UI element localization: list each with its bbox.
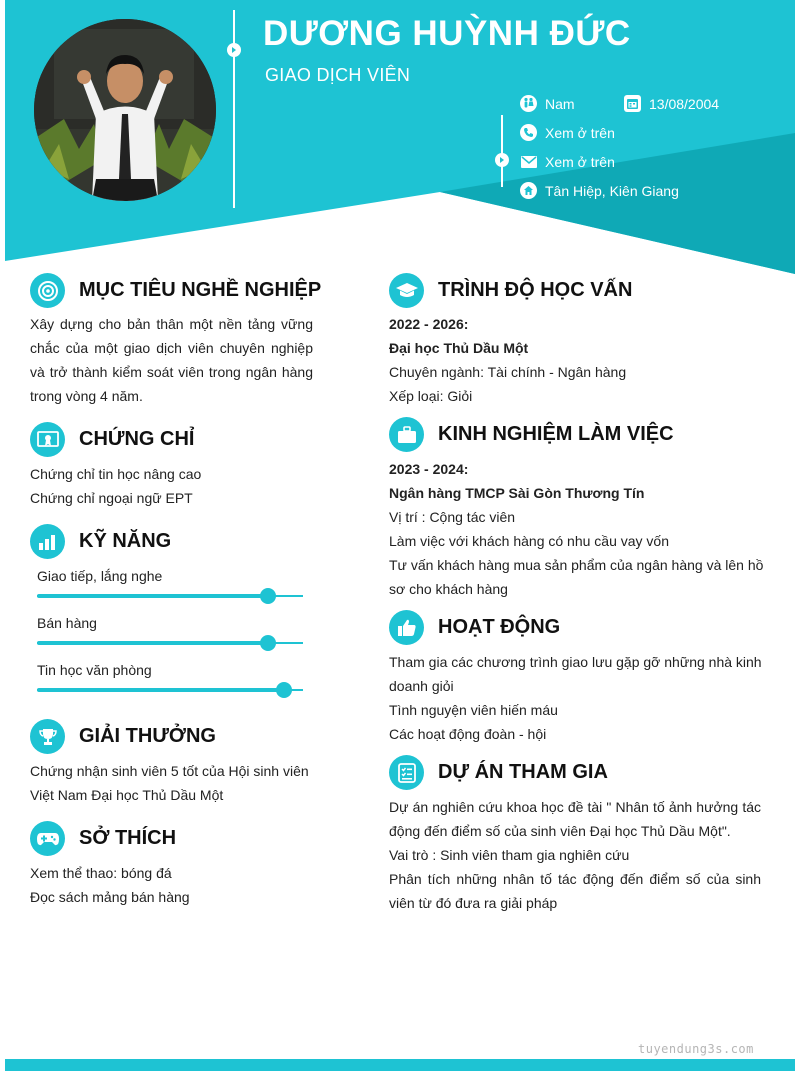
header-divider-marker <box>227 43 241 57</box>
info-address <box>520 182 679 199</box>
activity-item: Các hoạt động đoàn - hội <box>389 726 547 742</box>
experience-duty: sơ cho khách hàng <box>389 581 508 597</box>
activities-details <box>389 650 761 746</box>
candidate-job-title: GIAO DỊCH VIÊN <box>265 65 411 85</box>
certificates-list <box>30 462 313 510</box>
skill-bar-fill <box>37 594 268 598</box>
section-hobbies-header <box>30 821 176 856</box>
experience-position: Vị trí : Cộng tác viên <box>389 509 516 525</box>
hobbies-list <box>30 861 313 909</box>
objective-text: Xây dựng cho bản thân một nền tảng vững chắc của một giao dịch viên chuyên nghiệp và trở thành kiểm soát viên trong ngân hàng trong vòng 4 năm. <box>30 316 313 404</box>
footer-bar <box>5 1059 795 1071</box>
address-value: Tân Hiệp, Kiên Giang <box>545 182 679 199</box>
skill-bar-fill <box>37 641 268 645</box>
skill-bar-knob <box>260 588 276 604</box>
skill-bar <box>37 689 303 691</box>
education-school: Đại học Thủ Dầu Một <box>389 340 529 356</box>
activity-item: Tham gia các chương trình giao lưu gặp gỡ những nhà kinh <box>389 654 762 670</box>
activity-item: doanh giỏi <box>389 678 454 694</box>
birthday-value: 13/08/2004 <box>649 95 720 112</box>
section-objective-title: MỤC TIÊU NGHỀ NGHIỆP <box>79 279 322 301</box>
skill-bar <box>37 595 303 597</box>
education-major: Chuyên ngành: Tài chính - Ngân hàng <box>389 364 627 380</box>
gamepad-icon <box>30 821 65 856</box>
award-line: Chứng nhận sinh viên 5 tốt của Hội sinh viên <box>30 763 309 779</box>
skill-label: Giao tiếp, lắng nghe <box>37 568 163 584</box>
info-birthday <box>624 95 719 112</box>
experience-duty: Tư vấn khách hàng mua sản phẩm của ngân hàng và lên hồ <box>389 557 764 573</box>
skill-bar-knob <box>276 682 292 698</box>
info-email <box>520 153 615 170</box>
section-objective-header <box>30 273 321 308</box>
info-phone <box>520 124 615 141</box>
avatar-photo <box>34 19 216 201</box>
gender-value: Nam <box>545 95 575 112</box>
project-role: Vai trò : Sinh viên tham gia nghiên cứu <box>389 847 630 863</box>
header-divider-line <box>233 10 235 208</box>
section-experience-title: KINH NGHIỆM LÀM VIỆC <box>438 423 674 445</box>
section-projects-header <box>389 755 608 790</box>
checklist-icon <box>389 755 424 790</box>
certificate-icon <box>30 422 65 457</box>
section-certificates-title: CHỨNG CHỈ <box>79 428 195 450</box>
experience-duty: Làm việc với khách hàng có nhu cầu vay vốn <box>389 533 670 549</box>
section-certificates-header <box>30 422 194 457</box>
briefcase-icon <box>389 417 424 452</box>
bar-chart-icon <box>30 524 65 559</box>
watermark-text: tuyendung3s.com <box>638 1042 754 1056</box>
phone-icon <box>520 124 537 141</box>
info-gender <box>520 95 575 112</box>
target-icon <box>30 273 65 308</box>
mail-icon <box>520 153 537 170</box>
skill-bar-knob <box>260 635 276 651</box>
info-divider-marker <box>495 153 509 167</box>
section-skills-title: KỸ NĂNG <box>79 530 172 552</box>
education-details <box>389 312 761 408</box>
section-activities-header <box>389 610 560 645</box>
hobby-item: Đọc sách mảng bán hàng <box>30 889 190 905</box>
certificate-item: Chứng chỉ ngoại ngữ EPT <box>30 490 193 506</box>
certificate-item: Chứng chỉ tin học nâng cao <box>30 466 202 482</box>
skill-label: Tin học văn phòng <box>37 662 152 678</box>
section-hobbies-title: SỞ THÍCH <box>79 827 177 849</box>
section-skills-header <box>30 524 171 559</box>
award-line: Việt Nam Đại học Thủ Dầu Một <box>30 787 224 803</box>
hobby-item: Xem thể thao: bóng đá <box>30 865 172 881</box>
section-education-header <box>389 273 632 308</box>
skill-bar <box>37 642 303 644</box>
skill-bar-fill <box>37 688 284 692</box>
experience-details <box>389 457 764 601</box>
trophy-icon <box>30 719 65 754</box>
section-education-title: TRÌNH ĐỘ HỌC VẤN <box>438 279 633 301</box>
section-awards-header <box>30 719 216 754</box>
info-divider-line <box>501 115 503 187</box>
home-icon <box>520 182 537 199</box>
awards-text <box>30 759 320 807</box>
skill-label: Bán hàng <box>37 615 97 631</box>
education-period: 2022 - 2026: <box>389 316 469 332</box>
activity-item: Tình nguyện viên hiến máu <box>389 702 558 718</box>
section-awards-title: GIẢI THƯỞNG <box>79 725 216 747</box>
email-value: Xem ở trên <box>545 153 615 170</box>
section-experience-header <box>389 417 674 452</box>
section-activities-title: HOẠT ĐỘNG <box>438 616 561 638</box>
experience-period: 2023 - 2024: <box>389 461 469 477</box>
experience-company: Ngân hàng TMCP Sài Gòn Thương Tín <box>389 485 645 501</box>
candidate-name: DƯƠNG HUỲNH ĐỨC <box>263 14 631 53</box>
thumbs-up-icon <box>389 610 424 645</box>
calendar-icon <box>624 95 641 112</box>
section-projects-title: DỰ ÁN THAM GIA <box>438 761 608 783</box>
phone-value: Xem ở trên <box>545 124 615 141</box>
gender-icon <box>520 95 537 112</box>
project-analysis: Phân tích những nhân tố tác động đến điểm số của sinh viên từ đó đưa ra giải pháp <box>389 871 761 911</box>
education-grade: Xếp loại: Giỏi <box>389 388 473 404</box>
project-description: Dự án nghiên cứu khoa học đề tài " Nhân tố ảnh hưởng tác động đến điểm số của sinh viên Đại học Thủ Dầu Một". <box>389 799 761 839</box>
graduation-cap-icon <box>389 273 424 308</box>
